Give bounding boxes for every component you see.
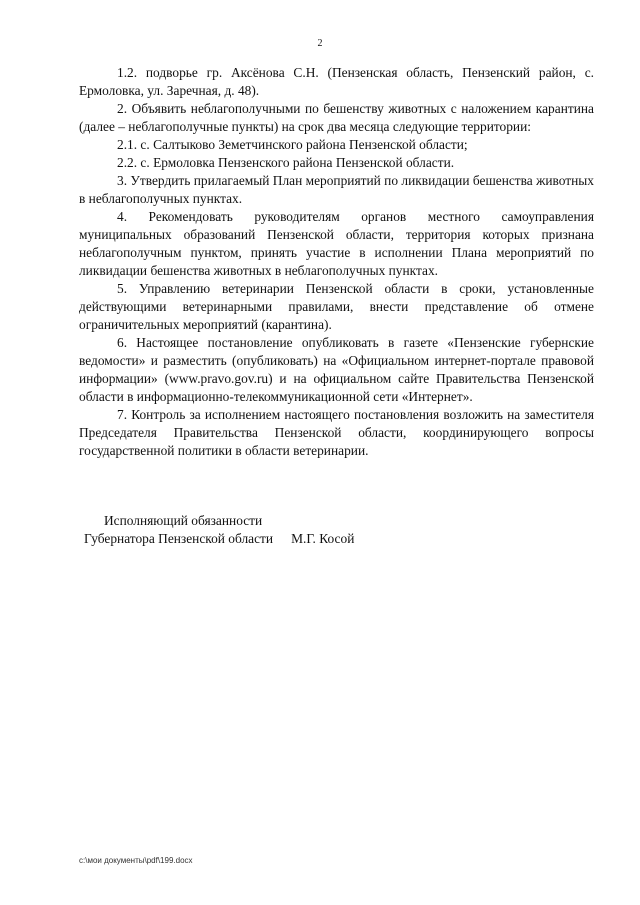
- paragraph-6: 6. Настоящее постановление опубликовать в газете «Пензенские губернские ведомости» и разместить (опубликовать) на «Официальном интернет-портале правовой информации» (www.pravo.gov.ru) и на официальном сайте Правительства Пензенской области в информационно-телекоммуникационной сети «Интернет».: [79, 335, 594, 404]
- signature-title-line-2: [79, 530, 479, 548]
- signature-title-line-1: Исполняющий обязанности: [104, 513, 263, 528]
- paragraph-2-1: 2.1. с. Салтыково Земетчинского района Пензенской области;: [117, 137, 468, 152]
- signatory-name: М.Г. Косой: [291, 531, 355, 546]
- paragraph-7: 7. Контроль за исполнением настоящего постановления возложить на заместителя Председателя Правительства Пензенской области, координирующего вопросы государственной политики в области ветеринарии.: [79, 407, 594, 458]
- footer-file-path: c:\мои документы\pdf\199.docx: [79, 856, 193, 865]
- paragraph-5: 5. Управлению ветеринарии Пензенской области в сроки, установленные действующими ветеринарными правилами, внести представление об отмене ограничительных мероприятий (карантина).: [79, 281, 594, 332]
- paragraph-2-2: 2.2. с. Ермоловка Пензенского района Пензенской области.: [117, 155, 455, 170]
- page-number: 2: [317, 38, 323, 49]
- paragraph-1-2: 1.2. подворье гр. Аксёнова С.Н. (Пензенская область, Пензенский район, с. Ермоловка, ул. Заречная, д. 48).: [79, 65, 594, 98]
- document-body: [79, 64, 594, 460]
- paragraph-4: 4. Рекомендовать руководителям органов местного самоуправления муниципальных образований Пензенской области, территория которых признана неблагополучным пунктом, принять участие в исполнении Плана мероприятий по ликвидации бешенства животных в неблагополучных пунктах.: [79, 209, 594, 278]
- signature-block: [79, 512, 479, 548]
- signature-title-text: Губернатора Пензенской области: [84, 531, 274, 546]
- paragraph-3: 3. Утвердить прилагаемый План мероприятий по ликвидации бешенства животных в неблагополучных пунктах.: [79, 173, 594, 206]
- paragraph-2: 2. Объявить неблагополучными по бешенству животных с наложением карантина (далее – неблагополучные пункты) на срок два месяца следующие территории:: [79, 101, 594, 134]
